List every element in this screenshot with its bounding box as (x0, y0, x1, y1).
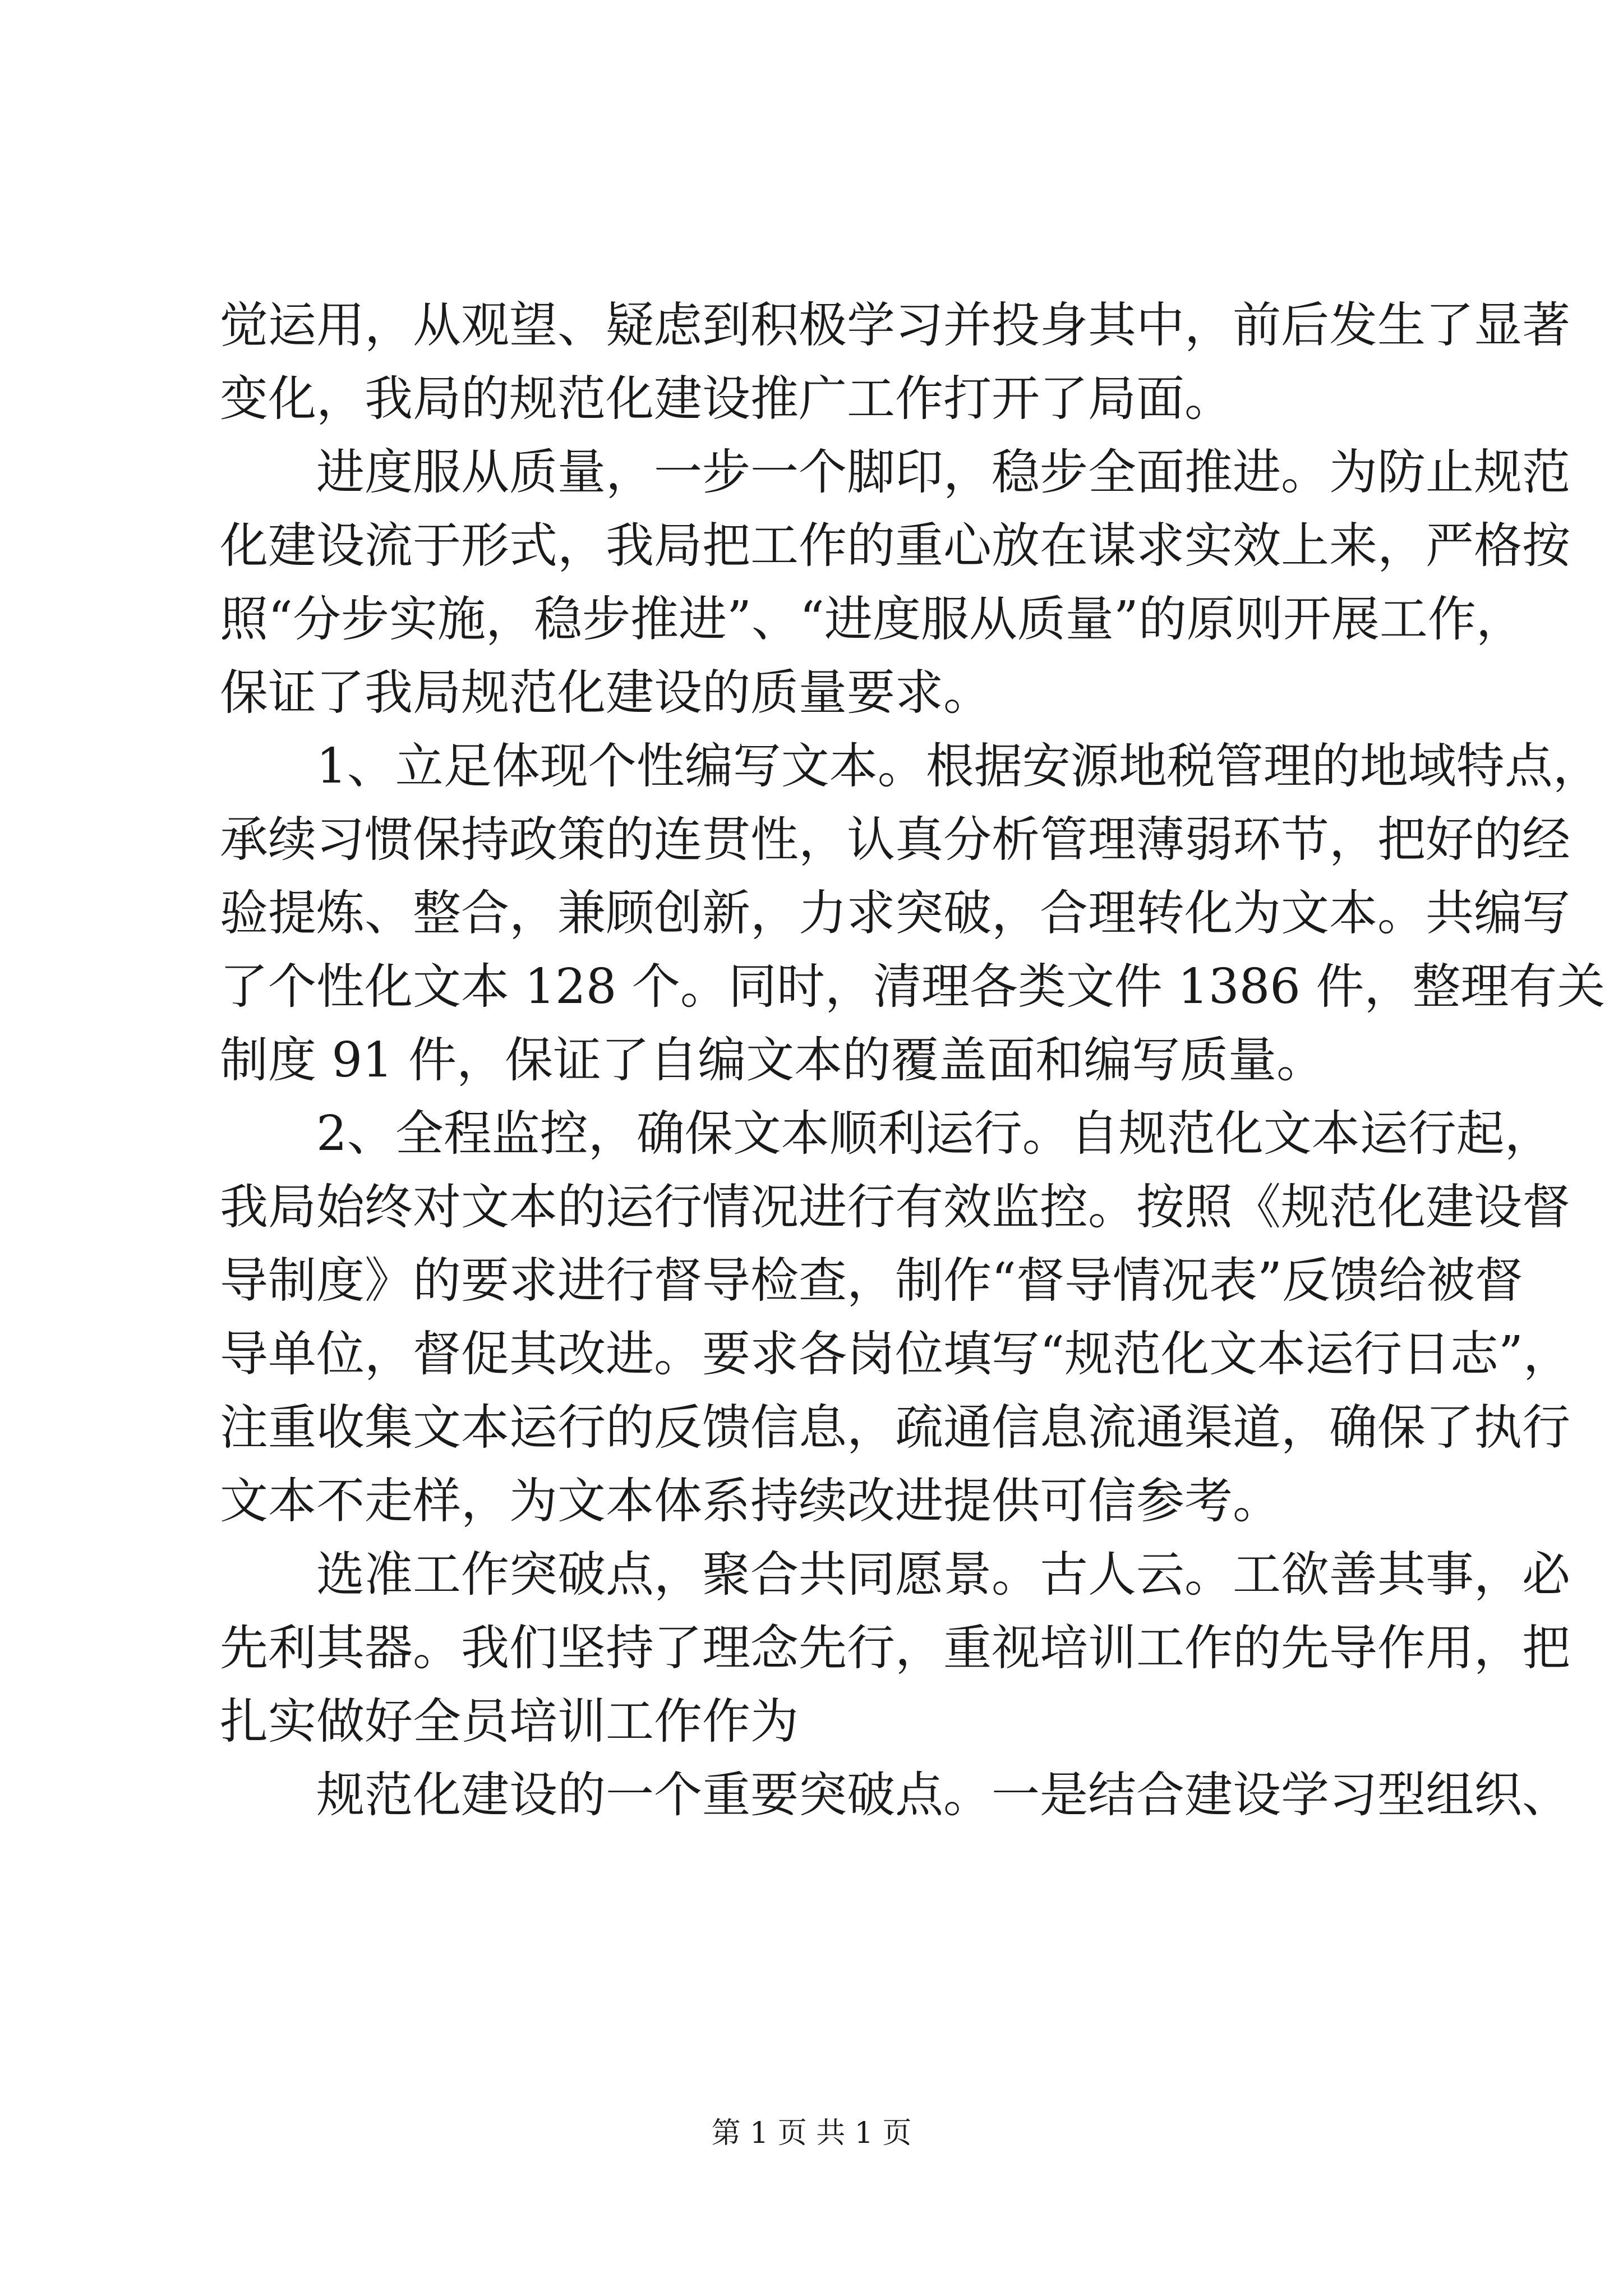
text-line: 制度 91 件，保证了自编文本的覆盖面和编写质量。 (220, 1032, 1325, 1088)
paragraph-start-line: 进度服从质量，一步一个脚印，稳步全面推进。为防止规范 (316, 444, 1570, 500)
text-line: 扎实做好全员培训工作作为 (220, 1694, 799, 1750)
paragraph-start-line: 规范化建设的一个重要突破点。一是结合建设学习型组织、 (316, 1767, 1570, 1823)
text-line: 变化，我局的规范化建设推广工作打开了局面。 (220, 371, 1233, 427)
text-line: 觉运用，从观望、疑虑到积极学习并投身其中，前后发生了显著 (220, 297, 1570, 353)
text-line: 我局始终对文本的运行情况进行有效监控。按照《规范化建设督 (220, 1179, 1570, 1235)
text-line: 保证了我局规范化建设的质量要求。 (220, 665, 992, 721)
text-line: 承续习惯保持政策的连贯性，认真分析管理薄弱环节，把好的经 (220, 812, 1570, 868)
text-line: 文本不走样，为文本体系持续改进提供可信参考。 (220, 1473, 1281, 1529)
paragraph-start-line: 1、立足体现个性编写文本。根据安源地税管理的地域特点， (316, 738, 1601, 794)
text-line: 注重收集文本运行的反馈信息，疏通信息流通渠道，确保了执行 (220, 1400, 1570, 1456)
text-line: 先利其器。我们坚持了理念先行，重视培训工作的先导作用，把 (220, 1620, 1570, 1676)
text-line: 导单位，督促其改进。要求各岗位填写“规范化文本运行日志”， (220, 1326, 1571, 1382)
text-line: 照“分步实施，稳步推进”、“进度服从质量”的原则开展工作， (220, 591, 1524, 647)
text-line: 导制度》的要求进行督导检查，制作“督导情况表”反馈给被督 (220, 1253, 1523, 1309)
text-line: 验提炼、整合，兼顾创新，力求突破，合理转化为文本。共编写 (220, 885, 1570, 941)
page-footer: 第 1 页 共 1 页 (711, 2116, 912, 2150)
text-line: 了个性化文本 128 个。同时，清理各类文件 1386 件，整理有关 (220, 959, 1606, 1015)
document-body (220, 289, 1606, 1832)
text-line: 化建设流于形式，我局把工作的重心放在谋求实效上来，严格按 (220, 518, 1570, 574)
paragraph-start-line: 2、全程监控，确保文本顺利运行。自规范化文本运行起， (316, 1106, 1553, 1162)
paragraph-start-line: 选准工作突破点，聚合共同愿景。古人云。工欲善其事，必 (316, 1547, 1570, 1603)
